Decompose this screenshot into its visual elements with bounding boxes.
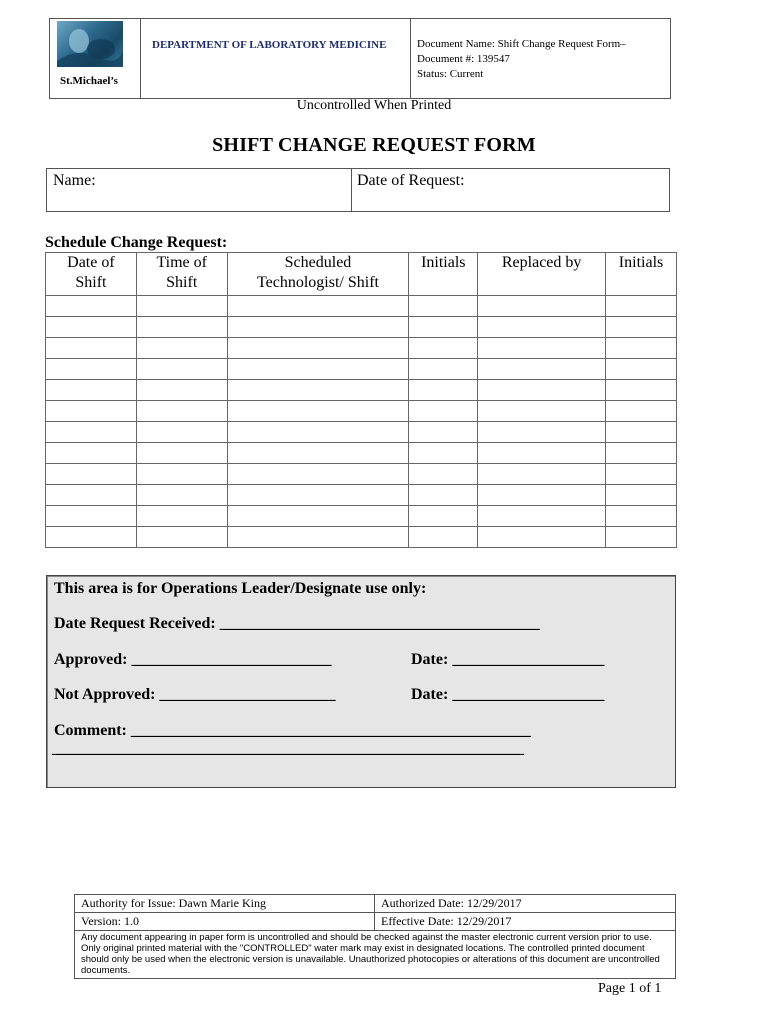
schedule-body [46,296,677,548]
schedule-cell[interactable] [227,317,409,338]
schedule-cell[interactable] [46,296,137,317]
schedule-cell[interactable] [136,485,227,506]
schedule-cell[interactable] [478,443,606,464]
schedule-cell[interactable] [136,443,227,464]
col-replaced-by: Replaced by [478,253,606,296]
schedule-row [46,296,677,317]
schedule-cell[interactable] [227,338,409,359]
schedule-cell[interactable] [478,506,606,527]
document-number: Document #: 139547 [417,53,510,65]
schedule-cell[interactable] [606,359,677,380]
page-title: SHIFT CHANGE REQUEST FORM [212,134,536,156]
schedule-cell[interactable] [606,338,677,359]
schedule-row [46,359,677,380]
operations-heading: This area is for Operations Leader/Designate use only: [54,580,427,597]
department-cell [140,19,411,98]
schedule-cell[interactable] [606,422,677,443]
department-name: DEPARTMENT OF LABORATORY MEDICINE [152,39,387,51]
schedule-cell[interactable] [409,317,478,338]
schedule-cell[interactable] [409,422,478,443]
schedule-cell[interactable] [409,527,478,548]
date-of-request-field[interactable] [352,169,669,211]
col-date-of-shift: Date of Shift [46,253,137,296]
schedule-cell[interactable] [136,401,227,422]
schedule-cell[interactable] [227,359,409,380]
schedule-cell[interactable] [478,338,606,359]
schedule-cell[interactable] [46,338,137,359]
document-meta [417,37,626,82]
schedule-cell[interactable] [478,401,606,422]
schedule-row [46,485,677,506]
schedule-table [45,252,677,548]
schedule-cell[interactable] [478,296,606,317]
schedule-cell[interactable] [606,317,677,338]
schedule-cell[interactable] [136,506,227,527]
schedule-cell[interactable] [409,443,478,464]
comment-field[interactable]: Comment: __________________________________________________ [54,722,531,739]
schedule-title: Schedule Change Request: [45,234,228,251]
schedule-cell[interactable] [136,317,227,338]
schedule-cell[interactable] [409,401,478,422]
schedule-row [46,317,677,338]
schedule-cell[interactable] [136,464,227,485]
schedule-cell[interactable] [46,380,137,401]
schedule-cell[interactable] [46,401,137,422]
schedule-cell[interactable] [227,485,409,506]
schedule-cell[interactable] [227,527,409,548]
schedule-cell[interactable] [46,359,137,380]
schedule-cell[interactable] [409,485,478,506]
name-field[interactable] [47,169,352,211]
schedule-cell[interactable] [409,296,478,317]
schedule-cell[interactable] [606,485,677,506]
operations-box [46,575,676,788]
logo-image [57,21,123,67]
schedule-cell[interactable] [478,422,606,443]
schedule-cell[interactable] [46,527,137,548]
schedule-cell[interactable] [136,527,227,548]
schedule-cell[interactable] [227,443,409,464]
schedule-cell[interactable] [478,485,606,506]
schedule-row [46,443,677,464]
effective-date: Effective Date: 12/29/2017 [381,914,512,928]
footer-row-authority [75,895,675,913]
logo-text: St.Michael’s [60,75,118,87]
schedule-cell[interactable] [478,359,606,380]
schedule-cell[interactable] [46,464,137,485]
schedule-cell[interactable] [136,422,227,443]
schedule-cell[interactable] [606,296,677,317]
name-date-box [46,168,670,212]
col-scheduled-technologist: Scheduled Technologist/ Shift [227,253,409,296]
schedule-row [46,422,677,443]
schedule-cell[interactable] [606,527,677,548]
disclaimer: Any document appearing in paper form is uncontrolled and should be checked against the master electronic current version prior to use. Only original printed material with the "CONTROLLED" water mark may exist in designated locations. The controlled printed document should only be used when the electronic version is unavailable. Unauthorized photocopies or alterations of this document are uncontrolled documents. [81,932,660,976]
schedule-cell[interactable] [606,464,677,485]
document-header [49,18,671,99]
schedule-cell[interactable] [409,464,478,485]
schedule-cell[interactable] [227,422,409,443]
document-meta-cell [411,19,670,98]
schedule-cell[interactable] [606,443,677,464]
col-initials-2: Initials [606,253,677,296]
approved-field[interactable]: Approved: _________________________ [54,651,332,668]
schedule-cell[interactable] [136,380,227,401]
schedule-cell[interactable] [136,359,227,380]
schedule-cell[interactable] [46,506,137,527]
authorized-date: Authorized Date: 12/29/2017 [381,896,522,910]
schedule-cell[interactable] [478,380,606,401]
authority-for-issue: Authority for Issue: Dawn Marie King [75,895,375,912]
comment-field-line2[interactable]: ___________________________________________________________ [52,740,524,757]
schedule-cell[interactable] [409,338,478,359]
schedule-cell[interactable] [46,443,137,464]
schedule-row [46,506,677,527]
schedule-row [46,527,677,548]
name-label: Name: [53,172,96,189]
approved-date-field[interactable]: Date: ___________________ [411,651,605,668]
schedule-header-row [46,253,677,296]
col-initials: Initials [409,253,478,296]
schedule-cell[interactable] [606,506,677,527]
schedule-cell[interactable] [136,296,227,317]
schedule-cell[interactable] [227,296,409,317]
schedule-cell[interactable] [46,422,137,443]
schedule-cell[interactable] [409,380,478,401]
logo-cell [50,19,141,98]
document-footer [74,894,676,979]
schedule-row [46,464,677,485]
not-approved-field[interactable]: Not Approved: ______________________ [54,686,336,703]
schedule-cell[interactable] [227,506,409,527]
schedule-cell[interactable] [478,464,606,485]
schedule-row [46,338,677,359]
date-of-request-label: Date of Request: [357,172,465,189]
schedule-cell[interactable] [409,359,478,380]
schedule-cell[interactable] [46,485,137,506]
document-status: Status: Current [417,68,484,80]
col-time-of-shift: Time of Shift [136,253,227,296]
version: Version: 1.0 [75,913,375,930]
date-request-received[interactable]: Date Request Received: ________________________________________ [54,615,540,632]
schedule-cell[interactable] [606,401,677,422]
schedule-cell[interactable] [227,380,409,401]
not-approved-date-field[interactable]: Date: ___________________ [411,686,605,703]
page-number: Page 1 of 1 [598,981,662,996]
uncontrolled-notice: Uncontrolled When Printed [296,98,452,113]
schedule-row [46,380,677,401]
schedule-cell[interactable] [409,506,478,527]
schedule-cell[interactable] [227,401,409,422]
footer-row-version [75,913,675,931]
schedule-cell[interactable] [136,338,227,359]
schedule-cell[interactable] [227,464,409,485]
schedule-cell[interactable] [606,380,677,401]
document-name: Document Name: Shift Change Request Form– [417,38,626,50]
schedule-row [46,401,677,422]
schedule-cell[interactable] [46,317,137,338]
schedule-cell[interactable] [478,527,606,548]
schedule-cell[interactable] [478,317,606,338]
